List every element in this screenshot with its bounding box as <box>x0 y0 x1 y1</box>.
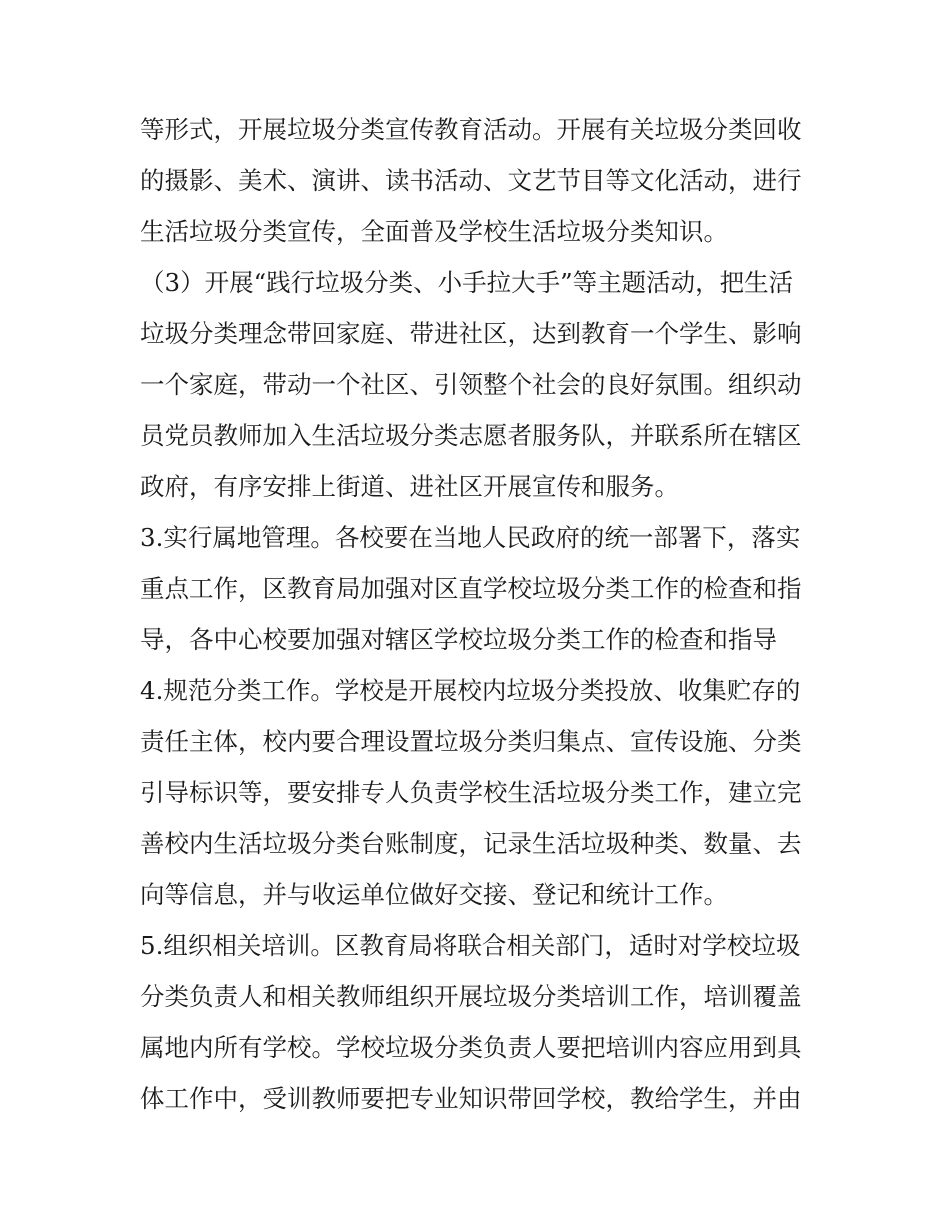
text-line: 体工作中，受训教师要把专业知识带回学校，教给学生，并由 <box>140 1084 802 1113</box>
text-line: 属地内所有学校。学校垃圾分类负责人要把培训内容应用到具 <box>140 1033 802 1062</box>
text-line: 向等信息，并与收运单位做好交接、登记和统计工作。 <box>140 880 728 909</box>
text-line: 5.组织相关培训。区教育局将联合相关部门，适时对学校垃圾 <box>140 931 801 960</box>
text-line: 重点工作，区教育局加强对区直学校垃圾分类工作的检查和指 <box>140 574 802 603</box>
text-line: 垃圾分类理念带回家庭、带进社区，达到教育一个学生、影响 <box>140 319 802 348</box>
text-line: 的摄影、美术、演讲、读书活动、文艺节目等文化活动，进行 <box>140 166 802 195</box>
text-line: 等形式，开展垃圾分类宣传教育活动。开展有关垃圾分类回收 <box>140 115 802 144</box>
text-line: 导，各中心校要加强对辖区学校垃圾分类工作的检查和指导 <box>140 625 777 654</box>
text-line: 4.规范分类工作。学校是开展校内垃圾分类投放、收集贮存的 <box>140 676 801 705</box>
text-line: 政府，有序安排上街道、进社区开展宣传和服务。 <box>140 472 679 501</box>
text-line: 3.实行属地管理。各校要在当地人民政府的统一部署下，落实 <box>140 523 801 552</box>
text-line: 责任主体，校内要合理设置垃圾分类归集点、宣传设施、分类 <box>140 727 802 756</box>
document-body <box>140 104 820 1124</box>
text-line: 员党员教师加入生活垃圾分类志愿者服务队，并联系所在辖区 <box>140 421 802 450</box>
text-line: （3）开展“践行垃圾分类、小手拉大手”等主题活动，把生活 <box>140 268 794 297</box>
text-line: 引导标识等，要安排专人负责学校生活垃圾分类工作，建立完 <box>140 778 802 807</box>
text-line: 善校内生活垃圾分类台账制度，记录生活垃圾种类、数量、去 <box>140 829 802 858</box>
text-line: 一个家庭，带动一个社区、引领整个社会的良好氛围。组织动 <box>140 370 802 399</box>
text-line: 生活垃圾分类宣传，全面普及学校生活垃圾分类知识。 <box>140 217 728 246</box>
text-line: 分类负责人和相关教师组织开展垃圾分类培训工作，培训覆盖 <box>140 982 802 1011</box>
